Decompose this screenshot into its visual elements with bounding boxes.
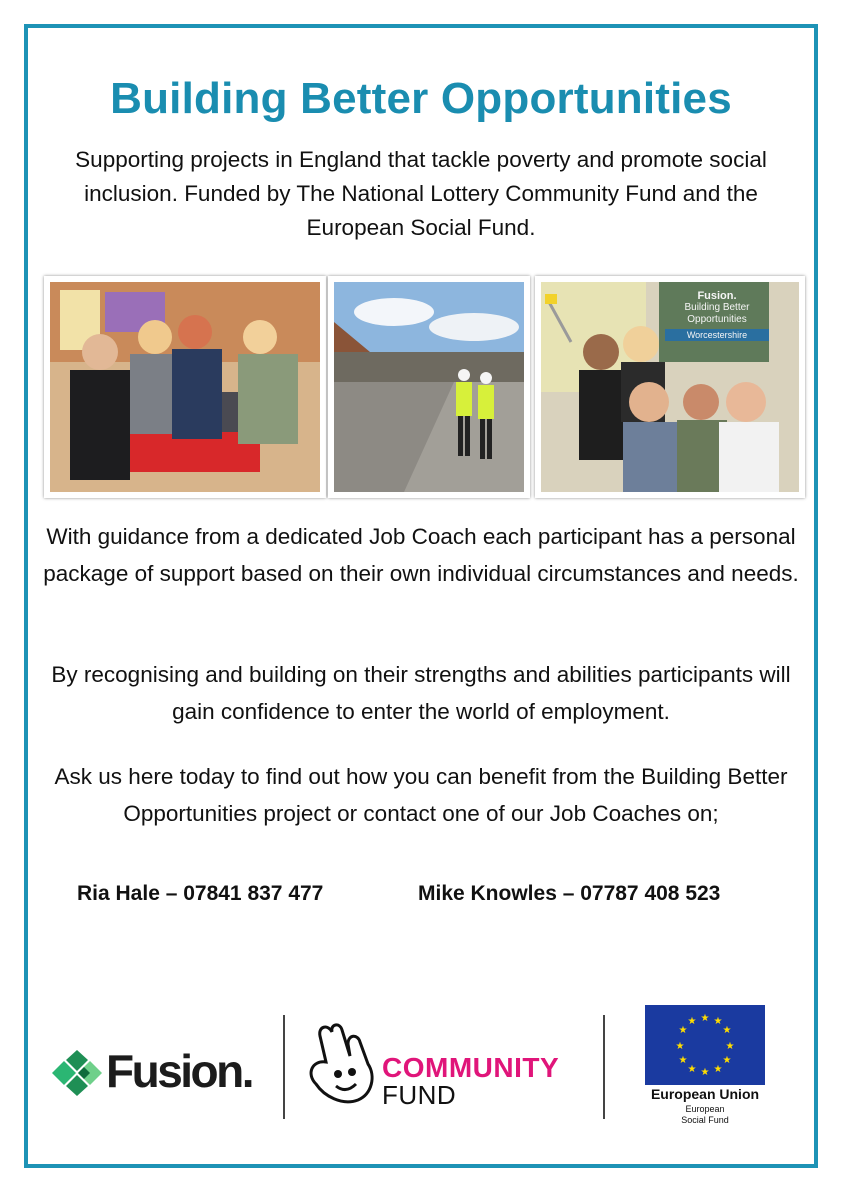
eu-logo-subtitle	[620, 1104, 790, 1126]
community-fund-title: COMMUNITY	[382, 1052, 560, 1083]
fusion-logo-text: Fusion.	[106, 1045, 253, 1097]
eu-flag-icon	[645, 1005, 765, 1085]
svg-text:★: ★	[700, 1067, 710, 1078]
logo-divider	[603, 1015, 605, 1119]
svg-text:★: ★	[687, 1064, 697, 1075]
contact-mike-knowles: Mike Knowles – 07787 408 523	[418, 882, 721, 905]
photo-sign-line: Fusion.	[697, 290, 737, 302]
svg-text:★: ★	[713, 1016, 723, 1027]
fusion-logo-icon	[52, 1050, 102, 1096]
paragraph-contact-intro: Ask us here today to find out how you can benefit from the Building Better Opportunities project or contact one of our Job Coaches on;	[54, 764, 788, 826]
building-site-illustration	[334, 282, 524, 492]
svg-text:★: ★	[722, 1055, 732, 1066]
page-title: Building Better Opportunities	[110, 74, 732, 123]
svg-text:★: ★	[675, 1041, 685, 1052]
eu-logo-subtitle-line: Social Fund	[681, 1115, 729, 1125]
paragraph-job-coach: With guidance from a dedicated Job Coach each participant has a personal package of support based on their own individual circumstances and needs.	[43, 524, 799, 586]
eu-stars	[645, 1005, 765, 1085]
logo-divider	[283, 1015, 285, 1119]
photo-sign-line: Opportunities	[687, 314, 747, 325]
svg-text:★: ★	[722, 1025, 732, 1036]
svg-text:★: ★	[687, 1016, 697, 1027]
photo-group-laptop	[44, 276, 326, 498]
svg-text:★: ★	[725, 1041, 735, 1052]
svg-text:★: ★	[713, 1064, 723, 1075]
crossed-fingers-icon	[302, 1022, 380, 1112]
photo-selfie-group	[535, 276, 805, 498]
eu-logo-title: European Union	[650, 1086, 760, 1102]
group-laptop-illustration	[50, 282, 320, 492]
eu-logo-subtitle-line: European	[685, 1104, 725, 1114]
paragraph-strengths: By recognising and building on their strengths and abilities participants will gain confidence to enter the world of employment.	[51, 662, 791, 724]
svg-text:★: ★	[700, 1013, 710, 1024]
photo-sign-line: Worcestershire	[665, 329, 769, 341]
community-fund-subtitle: FUND	[382, 1080, 457, 1110]
page-subtitle: Supporting projects in England that tackle poverty and promote social inclusion. Funded by The National Lottery Community Fund and the European Social Fund.	[75, 147, 767, 240]
photo-sign-line: Building Better	[684, 302, 750, 313]
photo-building-site	[328, 276, 530, 498]
svg-text:★: ★	[678, 1055, 688, 1066]
photo-sign	[665, 290, 769, 341]
contact-ria-hale: Ria Hale – 07841 837 477	[77, 882, 324, 905]
svg-text:★: ★	[678, 1025, 688, 1036]
